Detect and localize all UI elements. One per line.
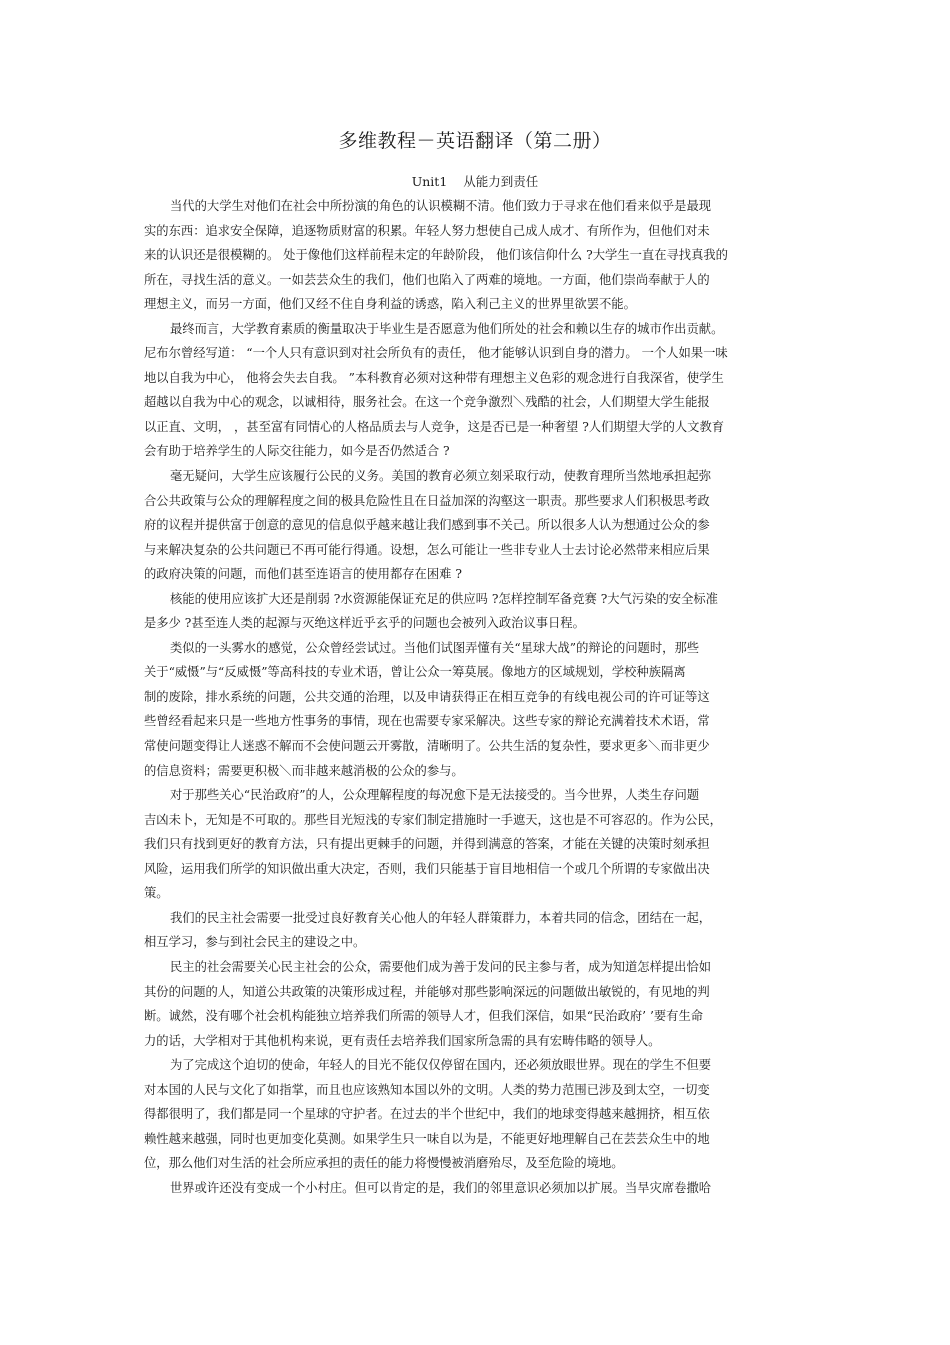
paragraph bbox=[144, 194, 804, 317]
paragraph bbox=[144, 317, 804, 464]
paragraph-line: 与来解决复杂的公共问题已不再可能行得通。设想，怎么可能让一些非专业人士去讨论必然带来相应后果 bbox=[144, 542, 710, 557]
paragraph-line: 是多少 ?甚至连人类的起源与灭绝这样近乎玄乎的问题也会被列入政治议事日程。 bbox=[144, 616, 585, 631]
paragraph-line: 地以自我为中心， 他将会失去自我。 ”本科教育必须对这种带有理想主义色彩的观念进行自我深省，使学生 bbox=[144, 370, 724, 385]
paragraph-line: 超越以自我为中心的观念，以诚相待，服务社会。在这一个竞争激烈＼残酷的社会，人们期望大学生能报 bbox=[144, 395, 710, 410]
paragraph-line: 力的话，大学相对于其他机构来说，更有责任去培养我们国家所急需的具有宏畴伟略的领导人。 bbox=[144, 1033, 661, 1048]
paragraph bbox=[144, 955, 804, 1053]
paragraph-line: 其份的问题的人，知道公共政策的决策形成过程，并能够对那些影响深远的问题做出敏锐的，有见地的判 bbox=[144, 984, 710, 999]
paragraph-line: 府的议程并提供富于创意的意见的信息似乎越来越让我们感到事不关己。所以很多人认为想通过公众的参 bbox=[144, 518, 710, 533]
paragraph-line: 理想主义，而另一方面，他们又经不住自身利益的诱惑，陷入利己主义的世界里欲罢不能。 bbox=[144, 297, 636, 312]
paragraph-line: 些曾经看起来只是一些地方性事务的事情，现在也需要专家采解决。这些专家的辩论充满着技术术语，常 bbox=[144, 714, 710, 729]
paragraph-line: 的政府决策的问题，而他们甚至连语言的使用都存在困难 ? bbox=[144, 567, 462, 582]
paragraph-line: 策。 bbox=[144, 886, 169, 901]
paragraph bbox=[144, 464, 804, 587]
paragraph-line: 位，那么他们对生活的社会所应承担的责任的能力将慢慢被消磨殆尽，及至危险的境地。 bbox=[144, 1156, 624, 1171]
document-title: 多维教程－英语翻译（第二册） bbox=[338, 130, 612, 152]
paragraph-line: 核能的使用应该扩大还是削弱 ?水资源能保证充足的供应吗 ?怎样控制军备竞赛 ?大气污染的安全标准 bbox=[170, 591, 718, 606]
paragraph-line: 相互学习，参与到社会民主的建设之中。 bbox=[144, 935, 366, 950]
paragraph-line: 会有助于培养学生的人际交往能力，如今是否仍然适合 ? bbox=[144, 444, 450, 459]
paragraph-line: 吉凶未卜，无知是不可取的。那些目光短浅的专家们制定措施时一手遮天，这也是不可容忍的。作为公民， bbox=[144, 812, 722, 827]
paragraph-line: 毫无疑问，大学生应该履行公民的义务。美国的教育必须立刻采取行动，使教育理所当然地承担起弥 bbox=[170, 469, 712, 484]
paragraph-line: 世界或许还没有变成一个小村庄。但可以肯定的是，我们的邻里意识必须加以扩展。当旱灾席卷撒哈 bbox=[170, 1180, 712, 1195]
paragraph bbox=[144, 587, 804, 636]
paragraph-line: 为了完成这个迫切的使命，年轻人的目光不能仅仅停留在国内，还必须放眼世界。现在的学生不但要 bbox=[170, 1058, 712, 1073]
paragraph-line: 以正直、文明， ，甚至富有同情心的人格品质去与人竞争，这是否已是一种奢望 ?人们期望大学的人文教育 bbox=[144, 419, 725, 434]
paragraph-line: 类似的一头雾水的感觉，公众曾经尝试过。当他们试图弄懂有关“星球大战”的辩论的问题时，那些 bbox=[170, 640, 700, 655]
paragraph-line: 我们只有找到更好的教育方法，只有提出更棘手的问题，并得到满意的答案，才能在关键的决策时刻承担 bbox=[144, 837, 710, 852]
paragraph-line: 赖性越来越强，同时也更加变化莫测。如果学生只一味自以为是，不能更好地理解自己在芸芸众生中的地 bbox=[144, 1131, 710, 1146]
document-body bbox=[144, 194, 804, 1200]
paragraph-line: 所在，寻找生活的意义。一如芸芸众生的我们，他们也陷入了两难的境地。一方面，他们崇尚奉献于人的 bbox=[144, 272, 710, 287]
paragraph-line: 合公共政策与公众的理解程度之间的极具危险性且在日益加深的沟壑这一职责。那些要求人们积极思考政 bbox=[144, 493, 710, 508]
paragraph-line: 关于“威慑”与“反威慑”等高科技的专业术语，曾让公众一筹莫展。像地方的区域规划，学校种族隔离 bbox=[144, 665, 686, 680]
paragraph-line: 风险，运用我们所学的知识做出重大决定，否则，我们只能基于盲目地相信一个或几个所谓的专家做出决 bbox=[144, 861, 710, 876]
paragraph-line: 民主的社会需要关心民主社会的公众，需要他们成为善于发问的民主参与者，成为知道怎样提出恰如 bbox=[170, 959, 712, 974]
paragraph-line: 常使问题变得让人迷惑不解而不会使问题云开雾散，清晰明了。公共生活的复杂性，要求更多＼而非更少 bbox=[144, 739, 710, 754]
paragraph-line: 最终而言，大学教育素质的衡量取决于毕业生是否愿意为他们所处的社会和赖以生存的城市作出贡献。 bbox=[170, 321, 724, 336]
paragraph-line: 断。诚然，没有哪个社会机构能独立培养我们所需的领导人才，但我们深信，如果“民治政府’ ’要有生命 bbox=[144, 1009, 704, 1024]
paragraph-line: 我们的民主社会需要一批受过良好教育关心他人的年轻人群策群力，本着共同的信念，团结在一起， bbox=[170, 910, 712, 925]
paragraph-line: 当代的大学生对他们在社会中所扮演的角色的认识模糊不清。他们致力于寻求在他们看来似乎是最现 bbox=[170, 199, 712, 213]
unit-heading bbox=[0, 172, 950, 190]
paragraph bbox=[144, 636, 804, 783]
paragraph bbox=[144, 783, 804, 906]
paragraph-line: 对于那些关心“民治政府”的人，公众理解程度的每况愈下是无法接受的。当今世界，人类生存问题 bbox=[170, 788, 700, 803]
paragraph-line: 的信息资料；需要更积极＼而非越来越消极的公众的参与。 bbox=[144, 763, 464, 778]
paragraph-line: 来的认识还是很模糊的。 处于像他们这样前程未定的年龄阶段， 他们该信仰什么 ?大学生一直在寻找真我的 bbox=[144, 248, 728, 263]
paragraph-line: 制的废除，排水系统的问题，公共交通的治理，以及申请获得正在相互竞争的有线电视公司的许可证等这 bbox=[144, 689, 710, 704]
paragraph bbox=[144, 1053, 804, 1176]
paragraph-line: 实的东西：追求安全保障，追逐物质财富的积累。年轻人努力想使自己成人成才、有所作为，但他们对未 bbox=[144, 223, 710, 238]
paragraph bbox=[144, 906, 804, 955]
unit-name: 从能力到责任 bbox=[463, 174, 539, 189]
paragraph-line: 尼布尔曾经写道： “一个人只有意识到对社会所负有的责任， 他才能够认识到自身的潜力。 一个人如果一味 bbox=[144, 346, 728, 361]
paragraph-line: 得都很明了，我们都是同一个星球的守护者。在过去的半个世纪中，我们的地球变得越来越拥挤，相互依 bbox=[144, 1107, 710, 1122]
paragraph bbox=[144, 1176, 804, 1201]
unit-number: Unit1 bbox=[411, 174, 448, 189]
paragraph-line: 对本国的人民与文化了如指掌，而且也应该熟知本国以外的文明。人类的势力范围已涉及到太空，一切变 bbox=[144, 1082, 710, 1097]
